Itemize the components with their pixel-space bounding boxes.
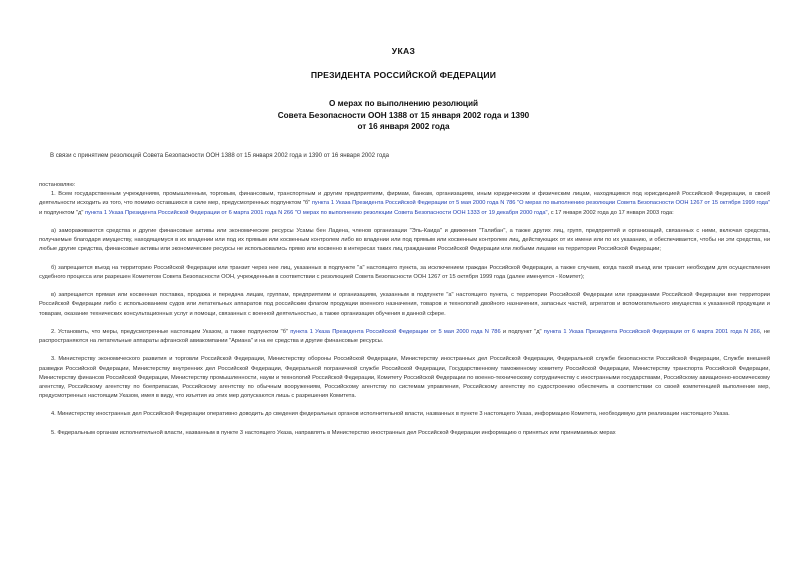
paragraph-4: 4. Министерству иностранных дел Российской Федерации оперативно доводить до сведения федеральных органов исполнительной власти, названных в пункте 3 настоящего Указа, информацию Комитета, необходимую для реализации настоящего Указа. [51,411,730,418]
preamble: В связи с принятием резолюций Совета Безопасности ООН 1388 от 15 января 2002 года и 1390 от 16 января 2002 года [50,152,390,159]
paragraph-1-text-b: и подпунктом "д" [39,209,85,216]
paragraph-2-text-b: и подпункт "д" [500,328,544,335]
decree-786-link-2[interactable]: пункта 1 Указа Президента Российской Федерации от 5 мая 2000 года N 786 [290,328,501,335]
paragraph-2 [39,328,770,346]
paragraph-1-text-c: , с 17 января 2002 года до 17 января 2003 года: [547,209,674,216]
decree-266-link-2[interactable]: пункта 1 Указа Президента Российской Федерации от 6 марта 2001 года N 266 [543,328,760,335]
subparagraph-a: а) замораживаются средства и другие финансовые активы или экономические ресурсы Усамы бен Ладена, членов организации "Эль-Каида" и движения "Талибан", а также других лиц, групп, предприятий и организаций, связанных с ними, включая средства, получаемые благодаря имуществу, находящемуся в их владении или под их прямым или косвенным контролем либо во владении или под прямым или косвенным контролем лиц, действующих от их имени или по их указанию, и обеспечивается, чтобы ни эти средства, ни любые другие средства, финансовые активы или экономические ресурсы не использовались прямо или косвенно в интересах таких лиц гражданами Российской Федерации или любыми лицами на территории Российской Федерации; [39,227,770,253]
paragraph-1 [39,190,770,218]
paragraph-3: 3. Министерству экономического развития и торговли Российской Федерации, Министерству обороны Российской Федерации, Министерству иностранных дел Российской Федерации, Федеральной службе безопасности Российской Федерации, Службе внешней разведки Российской Федерации, Министерству внутренних дел Российской Федерации, Федеральной пограничной службе Российской Федерации, Государственному таможенному комитету Российской Федерации, Министерству транспорта Российской Федерации, Министерству финансов Российской Федерации, Министерству промышленности, науки и технологий Российской Федерации, Комитету Российской Федерации по военно-техническому сотрудничеству с иностранными государствами, Российскому авиационно-космическому агентству, Российскому агентству по боеприпасам, Российскому агентству по обычным вооружениям, Российскому агентству по системам управления, Российскому агентству по судостроению обеспечить в соответствии со своей компетенцией выполнение мер, предусмотренных настоящим Указом, имея в виду, что изъятия из этих мер допускаются лишь с разрешения Комитета. [39,356,770,400]
decree-786-link[interactable]: пункта 1 Указа Президента Российской Федерации от 5 мая 2000 года N 786 "О мерах по выполнению резолюции Совета Безопасности ООН 1267 от 15 октября 1999 года" [311,200,771,207]
subparagraph-b: б) запрещается въезд на территорию Российской Федерации или транзит через нее лиц, указанных в подпункте "а" настоящего пункта, за исключением граждан Российской Федерации, а также случаев, когда такой въезд или транзит необходим для осуществления судебного процесса или разрешен Комитетом Совета Безопасности ООН, учрежденным в соответствии с резолюцией Совета Безопасности ООН 1267 от 15 октября 1999 года (далее именуется - Комитет); [39,264,770,280]
issuer-heading: ПРЕЗИДЕНТА РОССИЙСКОЙ ФЕДЕРАЦИИ [310,70,497,80]
subparagraph-v: в) запрещается прямая или косвенная поставка, продажа и передача лицам, группам, предприятиям и организациям, указанным в подпункте "а" настоящего пункта, с территории Российской Федерации или гражданами Российской Федерации вне территории Российской Федерации либо с использованием судов или летательных аппаратов под российским флагом продукции военного назначения, товаров и технологий двойного назначения, запасных частей, агрегатов и вспомогательного имущества к указанной продукции и товарам, оказание технических консультационных услуг и помощи, связанных с военной деятельностью, а также организация обучения в данной сфере. [39,292,770,317]
subject-line-3: от 16 января 2002 года [357,122,450,132]
paragraph-5: 5. Федеральным органам исполнительной власти, названным в пункте 3 настоящего Указа, направлять в Министерство иностранных дел Российской Федерации информацию о принятых или принимаемых мерах [51,429,616,436]
paragraph-2-text-c: , не распространяются на летательные аппараты афганской авиакомпании "Ариана" и на ее средства и другие финансовые ресурсы. [39,328,771,345]
subject-heading [0,98,807,133]
doc-type-heading: УКАЗ [391,46,416,56]
document-body [39,181,770,447]
paragraph-1-text-a: 1. Всем государственным учреждениям, промышленным, торговым, финансовым, транспортным и другим предприятиям, фирмам, банкам, организациям, иным юридическим и физическим лицам, находящимся под юрисдикцией Российской Федерации, в своей деятельности исходить из того, что помимо оставшихся в силе мер, предусмотренных подпунктом "б" [39,191,770,207]
paragraph-2-text-a: 2. Установить, что меры, предусмотренные настоящим Указом, а также подпунктом "б" [51,328,291,335]
subject-line-1: О мерах по выполнению резолюций [328,99,479,108]
decree-266-link[interactable]: пункта 1 Указа Президента Российской Федерации от 6 марта 2001 года N 266 "О мерах по выполнению резолюции Совета Безопасности ООН 1333 от 19 декабря 2000 года" [84,209,548,216]
subject-line-2: Совета Безопасности ООН 1388 от 15 января 2002 года и 1390 [277,110,530,120]
decree-word: постановляю: [39,182,76,188]
